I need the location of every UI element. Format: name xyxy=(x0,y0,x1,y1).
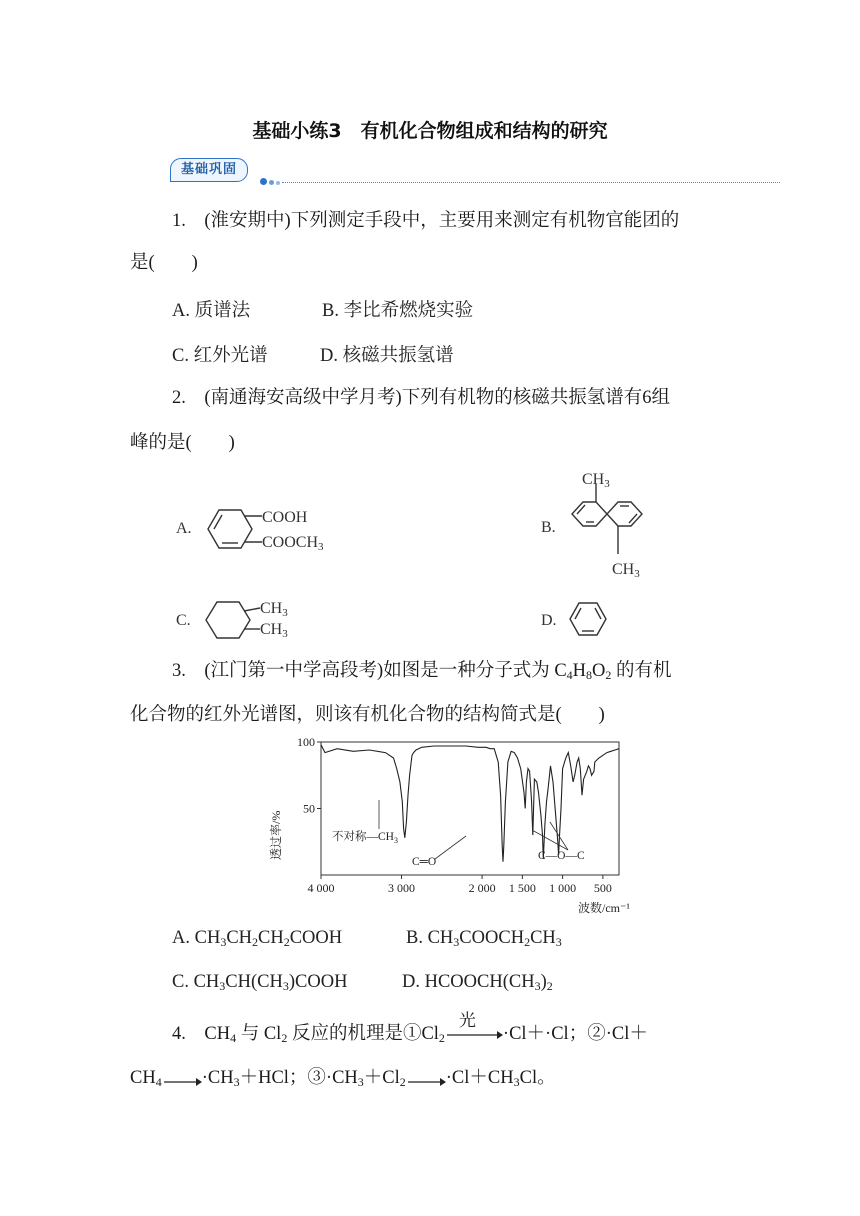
q4-text-1: 4. CH xyxy=(172,1024,231,1044)
section-dots xyxy=(260,172,282,190)
q3-sub-1: 4 xyxy=(566,668,573,682)
q4-l2-d: ＋Cl xyxy=(363,1068,400,1088)
x-tick-label: 2 000 xyxy=(468,881,496,895)
q2-a-group2: COOCH xyxy=(262,534,319,551)
q2-b-group-top-sub: 3 xyxy=(604,478,610,490)
x-tick-label: 1 000 xyxy=(549,881,577,895)
q4-stem-line2 xyxy=(130,1066,556,1094)
q2-option-c-structure xyxy=(172,594,332,644)
section-badge: 基础巩固 xyxy=(170,158,248,182)
q4-l2-f: Cl。 xyxy=(519,1068,556,1088)
svg-text:COOCH3 xyxy=(262,534,324,553)
q2-option-d-label: D. xyxy=(541,612,557,629)
q3-option-c: C. $CH_3CH(CH_3)COOH$ xyxy=(172,972,348,993)
annotation-ch3-sub: 3 xyxy=(393,836,398,845)
light-arrow xyxy=(445,1010,503,1045)
x-tick-label: 4 000 xyxy=(307,881,335,895)
q2-stem-line2: 峰的是( ) xyxy=(130,433,235,453)
q3-stem-line2: 化合物的红外光谱图，则该有机化合物的结构简式是( ) xyxy=(130,705,605,725)
y-tick-label: 100 xyxy=(297,735,315,749)
svg-text:CH3 xyxy=(612,561,640,580)
q1-stem-line1: 1. (淮安期中)下列测定手段中，主要用来测定有机物官能团的 xyxy=(172,211,680,231)
q1-option-a: A. 质谱法 xyxy=(172,301,251,321)
annotation-co: C═O xyxy=(412,856,437,868)
q4-stem-line1 xyxy=(172,1010,648,1050)
y-tick-label: 50 xyxy=(303,801,315,816)
q3-option-d: D. $HCOOCH(CH_3)_2$ xyxy=(402,972,553,993)
q3-option-b: B. $CH_3COOCH_2CH_3$ xyxy=(406,928,562,949)
q2-option-d-structure xyxy=(538,597,618,643)
q4-l2-c: ＋HCl；③·CH xyxy=(239,1068,358,1088)
q4-text-2: 与 Cl xyxy=(236,1024,282,1044)
q3-sub-3: 2 xyxy=(605,668,612,682)
svg-text:CH3 xyxy=(582,471,610,490)
q4-l2-a: CH xyxy=(130,1068,156,1088)
q4-text-3: 反应的机理是①Cl xyxy=(287,1024,439,1044)
q4-l2-b: ·CH xyxy=(201,1068,234,1088)
q2-c-group1-sub: 3 xyxy=(282,607,288,619)
q2-option-c-label: C. xyxy=(176,612,191,629)
q4-l2-e: ·Cl＋CH xyxy=(445,1068,514,1088)
svg-text:CH3 xyxy=(260,621,288,640)
arrow-label-light: 光 xyxy=(458,1010,476,1030)
q1-option-c: C. 红外光谱 xyxy=(172,346,268,366)
spectrum-series-line xyxy=(321,745,619,862)
x-axis-label: 波数/cm⁻¹ xyxy=(578,901,630,915)
q4-l2-b-sub: 3 xyxy=(233,1075,240,1089)
q2-option-a-structure xyxy=(172,500,372,560)
q2-option-b-structure xyxy=(538,468,688,586)
svg-text:CH3 xyxy=(260,600,288,619)
benzene-ring-d xyxy=(570,603,606,635)
q1-option-d: D. 核磁共振氢谱 xyxy=(320,346,454,366)
q3-text-c: O xyxy=(592,661,606,681)
arrow-2 xyxy=(162,1072,202,1086)
cyclohexane-ring xyxy=(206,602,260,638)
q3-text-d: 的有机 xyxy=(611,661,672,681)
y-axis-label: 透过率/% xyxy=(269,810,283,860)
q4-sub-3: 2 xyxy=(438,1031,445,1045)
q3-sub-2: 8 xyxy=(586,668,593,682)
ir-spectrum-chart xyxy=(262,732,642,918)
q2-a-group1: COOH xyxy=(262,509,308,526)
q2-a-group2-sub: 3 xyxy=(318,541,324,553)
q3-stem-line1 xyxy=(172,659,672,687)
annotation-ch3: 不对称—CH xyxy=(332,831,394,843)
q2-c-group1: CH xyxy=(260,600,283,617)
q1-stem-line2: 是( ) xyxy=(130,253,198,273)
q2-stem-line1: 2. (南通海安高级中学月考)下列有机物的核磁共振氢谱有6组 xyxy=(172,388,670,408)
x-tick-label: 1 500 xyxy=(508,881,536,895)
section-header xyxy=(170,158,780,188)
q3-text-b: H xyxy=(572,661,587,681)
svg-text:不对称—CH3 xyxy=(332,829,398,845)
x-tick-label: 500 xyxy=(593,881,612,895)
q2-option-a-label: A. xyxy=(176,520,192,537)
q2-b-group-bottom: CH xyxy=(612,561,635,578)
q4-text-4: ·Cl＋·Cl；②·Cl＋ xyxy=(502,1024,648,1044)
annotation-coc: C—O—C xyxy=(538,850,585,862)
q2-c-group2-sub: 3 xyxy=(282,628,288,640)
arrow-3 xyxy=(406,1072,446,1086)
x-tick-label: 3 000 xyxy=(388,881,416,895)
q4-l2-d-sub: 2 xyxy=(399,1075,406,1089)
q4-l2-a-sub: 4 xyxy=(155,1075,162,1089)
q1-option-b: B. 李比希燃烧实验 xyxy=(322,301,474,321)
page-title: 基础小练3 有机化合物组成和结构的研究 xyxy=(252,120,608,142)
q2-c-group2: CH xyxy=(260,621,283,638)
q2-b-group-bottom-sub: 3 xyxy=(634,568,640,580)
q3-option-a: A. $CH_3CH_2CH_2COOH$ xyxy=(172,928,343,949)
q4-l2-c-sub: 3 xyxy=(357,1075,364,1089)
q4-l2-e-sub: 3 xyxy=(513,1075,520,1089)
q2-option-b-label: B. xyxy=(541,519,556,536)
naphthalene-ring xyxy=(572,484,642,554)
q4-sub-1: 4 xyxy=(230,1031,237,1045)
q3-text-a: 3. (江门第一中学高段考)如图是一种分子式为 C xyxy=(172,661,567,681)
q2-b-group-top: CH xyxy=(582,471,605,488)
section-divider xyxy=(282,182,780,183)
benzene-ring-a xyxy=(208,510,262,548)
q4-sub-2: 2 xyxy=(281,1031,288,1045)
